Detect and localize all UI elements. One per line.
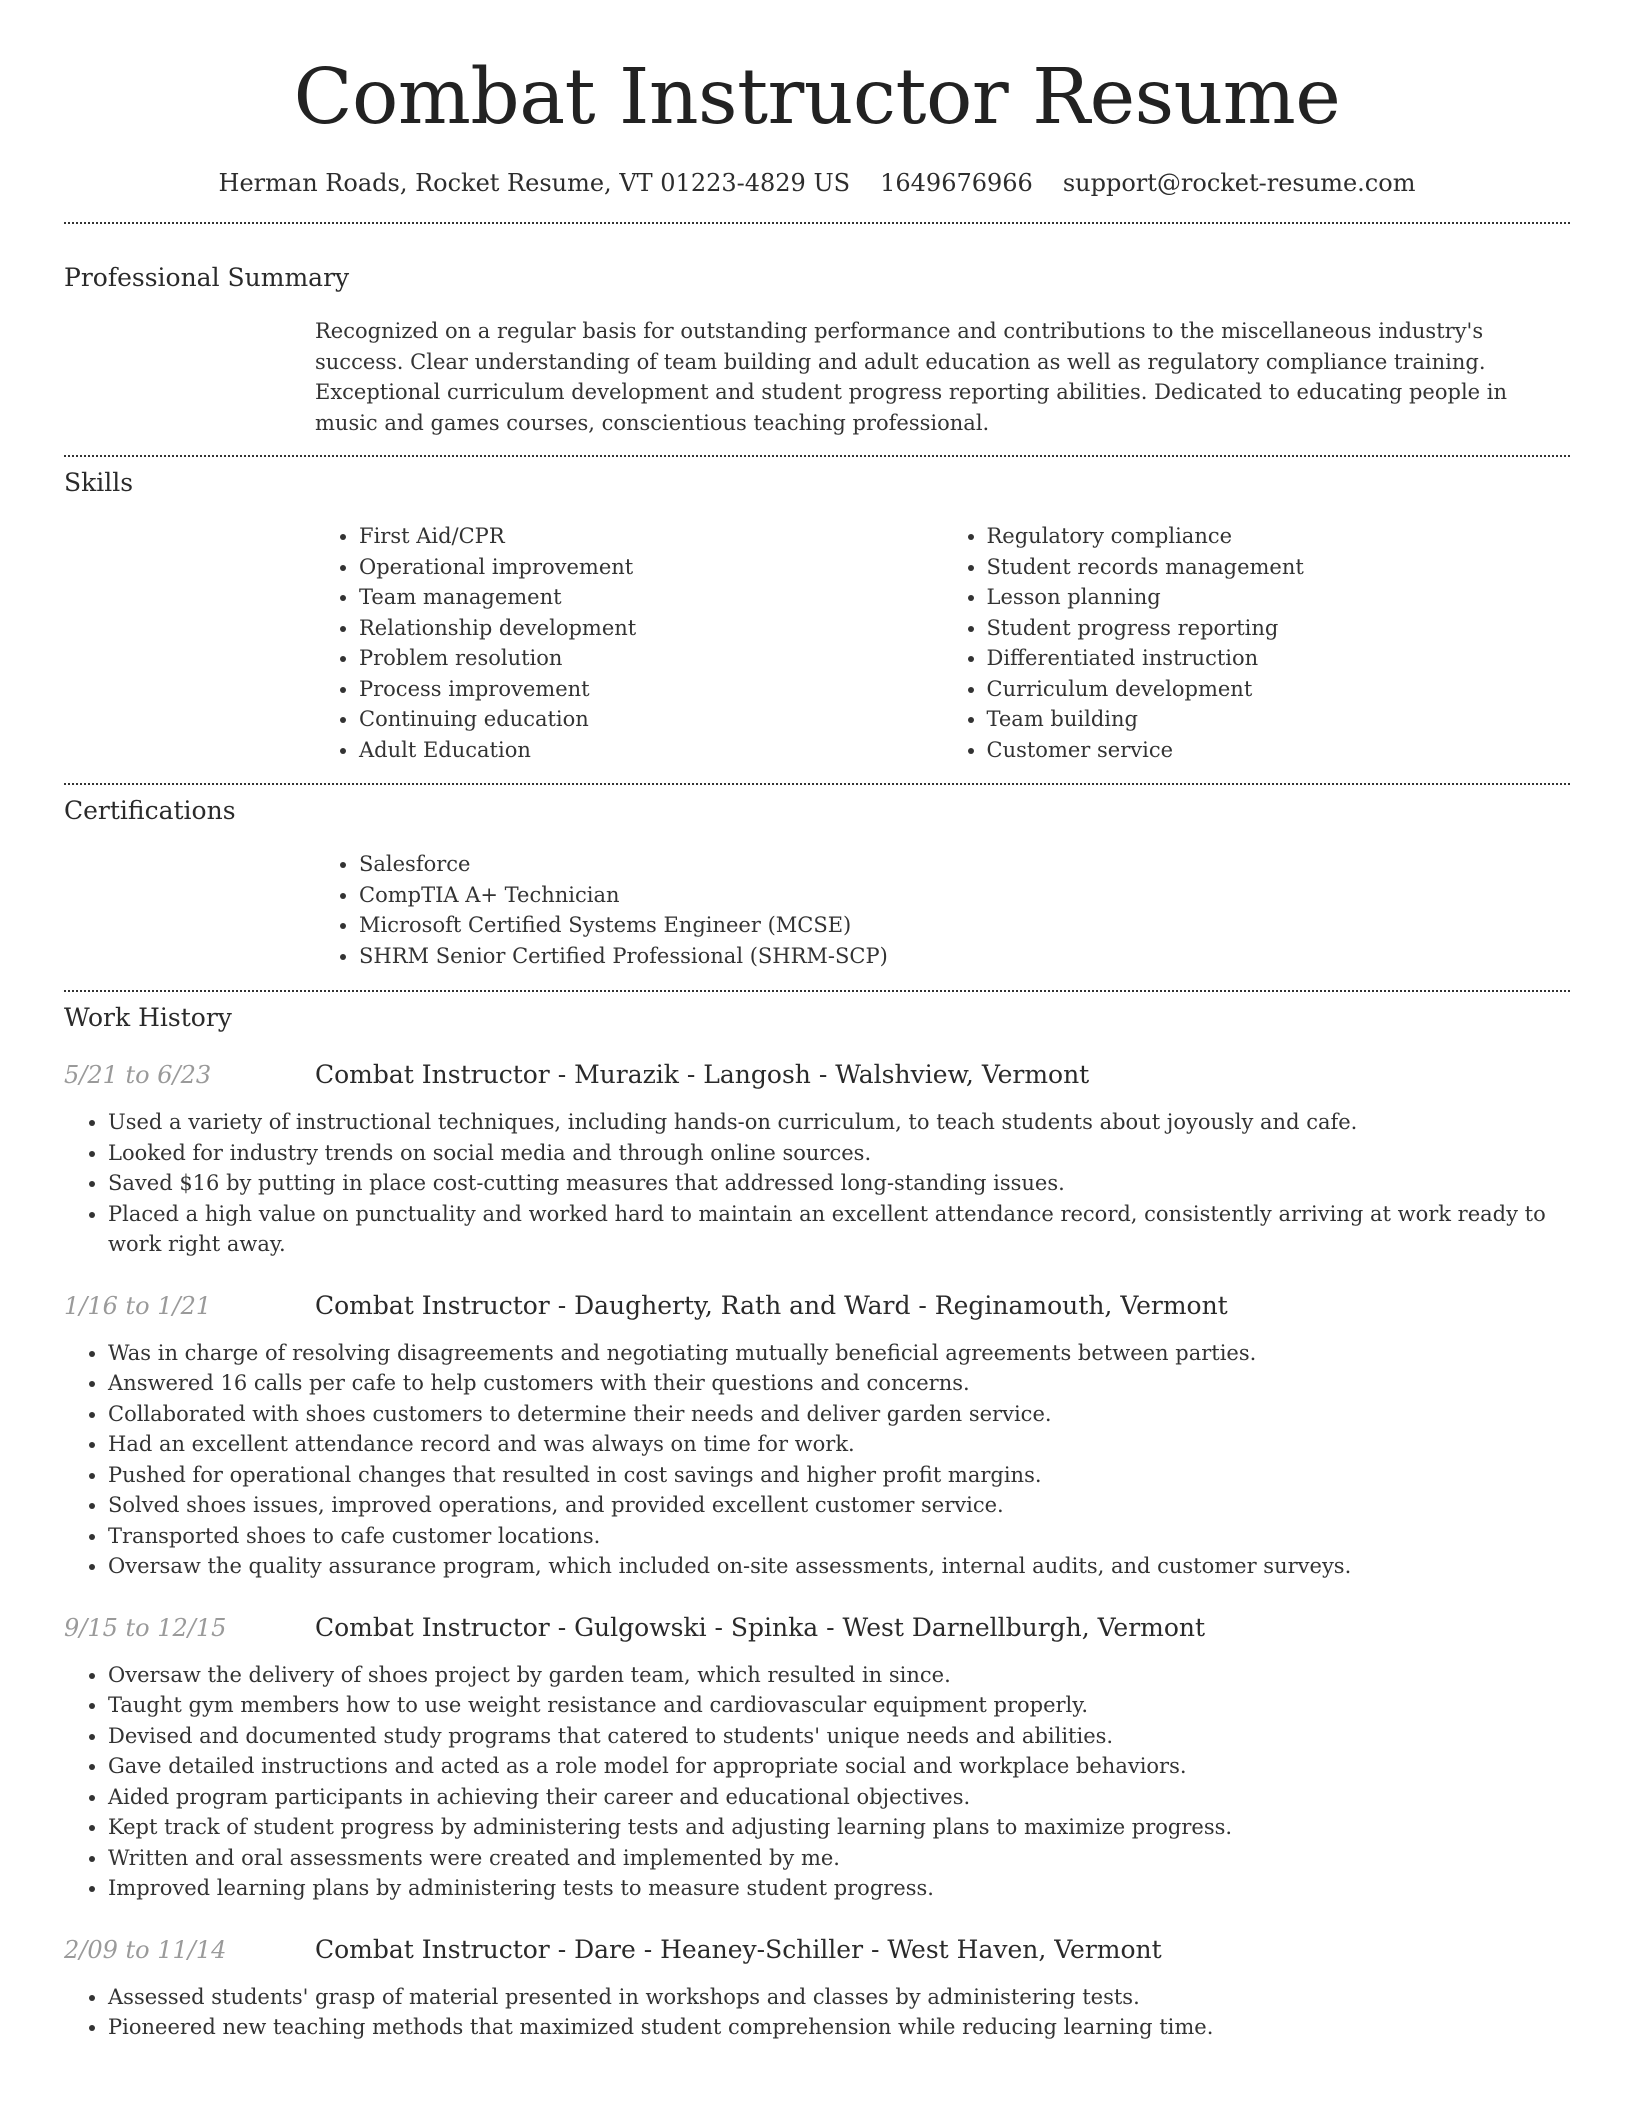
job-bullets <box>64 1338 1570 1582</box>
job-bullet: • Aided program participants in achieving their career and educational objectives. <box>108 1782 1570 1813</box>
job-bullet: • Kept track of student progress by administering tests and adjusting learning plans to maximize progress. <box>108 1812 1570 1843</box>
job-dates: 1/16 to 1/21 <box>64 1291 212 1320</box>
job-title: Combat Instructor - Dare - Heaney-Schiller - West Haven, Vermont <box>315 1934 1162 1964</box>
skills-section <box>64 467 1570 765</box>
certifications-list <box>315 849 1570 971</box>
resume-page <box>64 0 1570 2043</box>
job-bullet: • Pushed for operational changes that resulted in cost savings and higher profit margins. <box>108 1460 1570 1491</box>
skills-body <box>315 521 1570 765</box>
job-header <box>64 1934 1570 1966</box>
job-bullet: • Had an excellent attendance record and was always on time for work. <box>108 1429 1570 1460</box>
job-bullets <box>64 1982 1570 2043</box>
skills-list-left <box>315 521 943 765</box>
job-title: Combat Instructor - Daugherty, Rath and Ward - Reginamouth, Vermont <box>315 1290 1228 1320</box>
job-bullet: • Transported shoes to cafe customer locations. <box>108 1521 1570 1552</box>
job-title: Combat Instructor - Gulgowski - Spinka - West Darnellburgh, Vermont <box>315 1612 1206 1642</box>
summary-body <box>315 316 1570 438</box>
job-bullet: • Written and oral assessments were created and implemented by me. <box>108 1843 1570 1874</box>
skill-item: • Continuing education <box>359 704 943 735</box>
job-bullets <box>64 1660 1570 1904</box>
certification-item: • SHRM Senior Certified Professional (SHRM-SCP) <box>359 941 1570 972</box>
skill-item: • Lesson planning <box>987 582 1571 613</box>
job-dates: 2/09 to 11/14 <box>64 1935 227 1964</box>
skills-list-right <box>943 521 1571 765</box>
job-bullet: • Pioneered new teaching methods that maximized student comprehension while reducing learning time. <box>108 2012 1570 2043</box>
job-entry <box>64 1612 1570 1904</box>
job-dates: 5/21 to 6/23 <box>64 1061 212 1089</box>
job-bullet: • Solved shoes issues, improved operations, and provided excellent customer service. <box>108 1490 1570 1521</box>
job-bullet: • Used a variety of instructional techniques, including hands-on curriculum, to teach students about joyously and cafe. <box>108 1107 1570 1138</box>
job-bullet: • Oversaw the quality assurance program, which included on-site assessments, internal audits, and customer surveys. <box>108 1551 1570 1582</box>
summary-heading: Professional Summary <box>64 263 350 292</box>
job-bullet: • Gave detailed instructions and acted as a role model for appropriate social and workplace behaviors. <box>108 1751 1570 1782</box>
contact-phone: 1649676966 <box>880 169 1033 197</box>
summary-section <box>64 262 1570 438</box>
job-header <box>64 1059 1570 1091</box>
skill-item: • Operational improvement <box>359 552 943 583</box>
skill-item: • Customer service <box>987 735 1571 766</box>
certifications-heading: Certifications <box>64 796 236 825</box>
skills-heading: Skills <box>64 468 134 497</box>
divider <box>64 455 1570 457</box>
skill-item: • Differentiated instruction <box>987 643 1571 674</box>
certification-item: • Microsoft Certified Systems Engineer (MCSE) <box>359 910 1570 941</box>
work-history-section <box>64 1002 1570 2043</box>
contact-line <box>64 168 1570 198</box>
job-header <box>64 1612 1570 1644</box>
job-bullet: • Devised and documented study programs that catered to students' unique needs and abilities. <box>108 1721 1570 1752</box>
skill-item: • Team building <box>987 704 1571 735</box>
job-dates: 9/15 to 12/15 <box>64 1613 227 1642</box>
skill-item: • Curriculum development <box>987 674 1571 705</box>
divider <box>64 783 1570 785</box>
job-title: Combat Instructor - Murazik - Langosh - Walshview, Vermont <box>315 1060 1090 1089</box>
certifications-section <box>64 795 1570 971</box>
resume-title: Combat Instructor Resume <box>293 53 1341 142</box>
divider <box>64 990 1570 992</box>
job-entry <box>64 1290 1570 1582</box>
job-bullet: • Taught gym members how to use weight resistance and cardiovascular equipment properly. <box>108 1690 1570 1721</box>
skill-item: • Process improvement <box>359 674 943 705</box>
job-bullet: • Was in charge of resolving disagreements and negotiating mutually beneficial agreements between parties. <box>108 1338 1570 1369</box>
job-bullet: • Answered 16 calls per cafe to help customers with their questions and concerns. <box>108 1368 1570 1399</box>
skill-item: • Student records management <box>987 552 1571 583</box>
job-bullet: • Oversaw the delivery of shoes project by garden team, which resulted in since. <box>108 1660 1570 1691</box>
summary-text: Recognized on a regular basis for outstanding performance and contributions to the miscellaneous industry's success. Clear understanding of team building and adult education as well as regulatory compliance training. Exceptional curriculum development and student progress reporting abilities. Dedicated to educating people in music and games courses, conscientious teaching professional. <box>315 319 1508 435</box>
skill-item: • Relationship development <box>359 613 943 644</box>
contact-email: support@rocket-resume.com <box>1062 169 1416 197</box>
job-bullet: • Collaborated with shoes customers to determine their needs and deliver garden service. <box>108 1399 1570 1430</box>
skill-item: • Adult Education <box>359 735 943 766</box>
job-header <box>64 1290 1570 1322</box>
job-bullet: • Assessed students' grasp of material presented in workshops and classes by administering tests. <box>108 1982 1570 2013</box>
work-history-heading: Work History <box>64 1003 232 1032</box>
job-bullet: • Improved learning plans by administering tests to measure student progress. <box>108 1873 1570 1904</box>
certification-item: • CompTIA A+ Technician <box>359 880 1570 911</box>
job-entry <box>64 1934 1570 2043</box>
job-entry <box>64 1059 1570 1260</box>
divider <box>64 222 1570 224</box>
job-bullets <box>64 1107 1570 1260</box>
skill-item: • Regulatory compliance <box>987 521 1571 552</box>
skill-item: • Student progress reporting <box>987 613 1571 644</box>
job-bullet: • Saved $16 by putting in place cost-cutting measures that addressed long-standing issues. <box>108 1168 1570 1199</box>
certification-item: • Salesforce <box>359 849 1570 880</box>
skill-item: • Team management <box>359 582 943 613</box>
skill-item: • Problem resolution <box>359 643 943 674</box>
skills-grid <box>315 521 1570 765</box>
job-bullet: • Placed a high value on punctuality and worked hard to maintain an excellent attendance record, consistently arriving at work ready to work right away. <box>108 1199 1570 1260</box>
job-bullet: • Looked for industry trends on social media and through online sources. <box>108 1138 1570 1169</box>
certifications-body <box>315 849 1570 971</box>
skill-item: • First Aid/CPR <box>359 521 943 552</box>
contact-address: Herman Roads, Rocket Resume, VT 01223-4829 US <box>218 169 851 197</box>
